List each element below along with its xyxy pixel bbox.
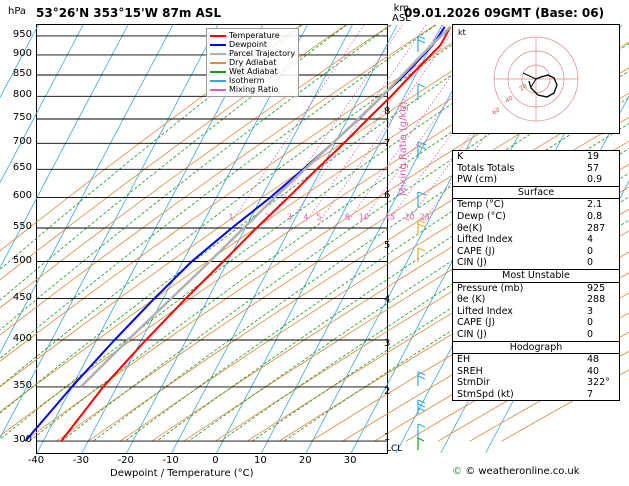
row-label: Lifted Index: [457, 234, 513, 246]
mixing-ratio-label: 20: [404, 212, 415, 222]
table-row: [453, 283, 619, 295]
table-section-header: Most Unstable: [453, 269, 619, 283]
chart-legend: [206, 28, 299, 97]
legend-label: Wet Adiabat: [229, 67, 278, 76]
copyright-credit: [452, 466, 580, 477]
pressure-tick-label: 600: [12, 190, 32, 202]
row-value: 287: [587, 222, 606, 234]
table-row: [453, 199, 619, 211]
table-row: [453, 151, 619, 163]
row-value: 40: [587, 365, 600, 377]
temperature-tick-label: -10: [162, 455, 179, 466]
pressure-tick-label: 750: [12, 112, 32, 124]
row-label: Pressure (mb): [457, 282, 524, 294]
altitude-tick-label: 6: [384, 190, 391, 201]
pressure-tick-label: 650: [12, 162, 32, 174]
hodograph-ring-label: 20: [518, 82, 529, 93]
pressure-tick-label: 350: [12, 379, 32, 391]
row-label: K: [457, 151, 464, 162]
legend-item-dry-adiabat: [210, 58, 295, 67]
row-label: CIN (J): [457, 328, 487, 340]
wind-barb-column: [392, 24, 450, 452]
hodograph-trace: [529, 75, 557, 97]
row-label: EH: [457, 354, 471, 366]
station-title: 53°26'N 353°15'W 87m ASL: [36, 6, 222, 20]
table-row: [453, 257, 619, 269]
row-value: 288: [587, 294, 606, 306]
row-label: SREH: [457, 365, 483, 377]
pressure-tick-label: 300: [12, 434, 32, 446]
pressure-tick-label: 450: [12, 291, 32, 303]
mixing-ratio-axis-label: Mixing Ratio (g/kg): [398, 101, 409, 196]
row-value: 0.9: [587, 174, 603, 186]
table-row: [453, 246, 619, 258]
altitude-tick-label: 3: [384, 338, 391, 349]
row-value: 0: [587, 317, 594, 329]
credit-text: © weatheronline.co.uk: [465, 466, 580, 477]
hodograph-svg: [453, 25, 619, 133]
table-row: [453, 317, 619, 329]
table-row: [453, 234, 619, 246]
pressure-tick-label: 700: [12, 136, 32, 148]
table-row: [453, 354, 619, 366]
temperature-tick-label: -40: [27, 455, 45, 466]
legend-label: Mixing Ratio: [229, 85, 279, 94]
row-label: CIN (J): [457, 257, 487, 269]
legend-label: Temperature: [229, 31, 280, 40]
table-row: [453, 163, 619, 175]
pressure-tick-label: 900: [12, 47, 32, 59]
hodograph-ring-label: 40: [504, 94, 515, 105]
row-label: CAPE (J): [457, 317, 496, 329]
pressure-tick-label: 850: [12, 68, 32, 80]
row-value: 0: [587, 328, 594, 340]
mixing-ratio-label: 4: [303, 212, 309, 222]
altitude-tick-label: 4: [384, 294, 391, 305]
pressure-tick-label: 500: [12, 254, 32, 266]
pressure-tick-label: 800: [12, 89, 32, 101]
legend-item-wet-adiabat: [210, 67, 295, 76]
temperature-tick-label: 20: [298, 455, 312, 466]
table-row: [453, 306, 619, 318]
row-value: 2.1: [587, 199, 603, 211]
row-label: StmSpd (kt): [457, 388, 514, 400]
hodograph-ring-label: 60: [491, 106, 502, 117]
pressure-tick-label: 950: [12, 28, 32, 40]
hodograph-unit-label: kt: [458, 28, 466, 37]
lcl-label: LCL: [386, 444, 403, 454]
row-value: 3: [587, 305, 594, 317]
row-value: 48: [587, 354, 600, 366]
row-label: StmDir: [457, 377, 490, 389]
pressure-tick-label: 400: [12, 332, 32, 344]
row-value: 0: [587, 245, 594, 257]
row-label: Lifted Index: [457, 305, 513, 317]
temperature-tick-label: -20: [117, 455, 134, 466]
hodograph-panel[interactable]: [452, 24, 620, 134]
legend-item-temperature: [210, 31, 295, 40]
mixing-ratio-label: 10: [358, 212, 370, 222]
row-value: 4: [587, 234, 594, 246]
pressure-tick-label: 550: [12, 221, 32, 233]
row-label: PW (cm): [457, 174, 498, 186]
asl-label: ASL: [392, 13, 411, 24]
row-value: 57: [587, 162, 600, 174]
row-label: Dewp (°C): [457, 210, 506, 222]
mixing-ratio-label: 2: [264, 212, 270, 222]
table-row: [453, 174, 619, 186]
row-label: θe (K): [457, 294, 486, 306]
mixing-ratio-label: 8: [344, 212, 350, 222]
mixing-ratio-label: 15: [385, 212, 396, 222]
table-row: [453, 223, 619, 235]
row-value: 925: [587, 282, 606, 294]
table-row: [453, 389, 619, 401]
table-section-header: Hodograph: [453, 341, 619, 355]
table-row: [453, 366, 619, 378]
altitude-tick-label: 2: [384, 386, 391, 397]
table-row: [453, 329, 619, 341]
table-row: [453, 211, 619, 223]
legend-item-isotherm: [210, 76, 295, 85]
row-value: 0.8: [587, 210, 603, 222]
temperature-tick-label: 0: [212, 455, 219, 466]
row-label: Totals Totals: [457, 162, 515, 174]
legend-label: Dewpoint: [229, 40, 268, 49]
legend-label: Dry Adiabat: [229, 58, 277, 67]
temperature-tick-label: 10: [253, 455, 267, 466]
mixing-ratio-label: 25: [419, 212, 430, 222]
pressure-unit-label: hPa: [8, 6, 27, 17]
row-label: CAPE (J): [457, 245, 496, 257]
row-value: 19: [587, 151, 600, 162]
legend-item-mixing-ratio: [210, 85, 295, 94]
forecast-date-title: 09.01.2026 09GMT (Base: 06): [404, 6, 605, 20]
altitude-tick-label: 7: [384, 138, 391, 149]
mixing-ratio-label: 5: [316, 212, 322, 222]
wind-barbs-svg: [392, 24, 450, 452]
temperature-tick-label: -30: [72, 455, 90, 466]
x-axis-title: Dewpoint / Temperature (°C): [110, 468, 254, 479]
table-section-header: Surface: [453, 186, 619, 200]
legend-item-dewpoint: [210, 40, 295, 49]
table-row: [453, 294, 619, 306]
mixing-ratio-label: 3: [286, 212, 292, 222]
row-label: Temp (°C): [457, 199, 505, 211]
altitude-tick-label: 8: [384, 106, 391, 117]
row-value: 0: [587, 257, 594, 269]
temperature-tick-label: 30: [343, 455, 357, 466]
altitude-tick-label: 1: [384, 432, 391, 443]
sounding-indices-table: [452, 150, 620, 401]
km-label: km: [393, 3, 410, 14]
row-label: θe(K): [457, 222, 483, 234]
legend-label: Isotherm: [229, 76, 265, 85]
copyright-symbol: ©: [452, 466, 462, 477]
altitude-tick-label: 5: [384, 240, 391, 251]
legend-item-parcel: [210, 49, 295, 58]
mixing-ratio-label: 1: [228, 212, 234, 222]
legend-label: Parcel Trajectory: [229, 49, 296, 58]
row-value: 322°: [587, 377, 610, 389]
row-value: 7: [587, 388, 594, 400]
table-row: [453, 377, 619, 389]
